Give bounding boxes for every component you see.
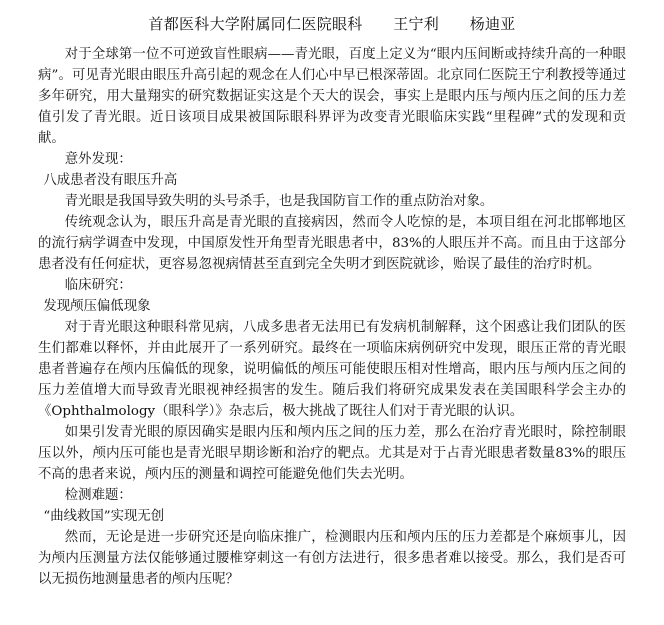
section-1-paragraph-1: 青光眼是我国导致失明的头号杀手，也是我国防盲工作的重点防治对象。 <box>64 194 494 209</box>
section-3-paragraph-1: 然而，无论是进一步研究还是向临床推广，检测眼内压和颅内压的压力差都是个麻烦事儿，因为颅内压测量方法仅能够通过腰椎穿刺这一有创方法进行，很多患者难以接受。那么，我们是否可以无损伤地测量患者的颅内压呢？ <box>38 530 626 587</box>
intro-paragraph: 对于全球第一位不可逆致盲性眼病——青光眼，百度上定义为“眼内压间断或持续升高的一种眼病”。可见青光眼由眼压升高引起的观念在人们心中早已根深蒂固。北京同仁医院王宁利教授等通过多年研究，用大量翔实的研究数据证实这是个天大的误会，事实上是眼内压与颅内压之间的压力差值引发了青光眼。近日该项目成果被国际眼科界评为改变青光眼临床实践“里程碑”式的发现和贡献。 <box>38 47 626 146</box>
section-2-heading: 临床研究： <box>64 278 132 293</box>
section-2-paragraph-2: 如果引发青光眼的原因确实是眼内压和颅内压之间的压力差，那么在治疗青光眼时，除控制眼压以外，颅内压可能也是青光眼早期诊断和治疗的靶点。尤其是对于占青光眼患者数量83%的眼压不高的患者来说，颅内压的测量和调控可能避免他们失去光明。 <box>38 425 626 482</box>
section-1-paragraph-2: 传统观念认为，眼压升高是青光眼的直接病因，然而令人吃惊的是，本项目组在河北邯郸地区的流行病学调查中发现，中国原发性开角型青光眼患者中，83%的人眼压并不高。而且由于这部分患者没有任何症状，更容易忽视病情甚至直到完全失明才到医院就诊，贻误了最佳的治疗时机。 <box>38 215 626 272</box>
section-3-subheading: “曲线救国”实现无创 <box>43 509 165 524</box>
section-3-heading: 检测难题： <box>64 488 132 503</box>
section-2-subheading: 发现颅压偏低现象 <box>43 299 151 314</box>
section-1-heading: 意外发现： <box>64 152 132 167</box>
section-1-subheading: 八成患者没有眼压升高 <box>43 173 178 188</box>
section-2-paragraph-1: 对于青光眼这种眼科常见病，八成多患者无法用已有发病机制解释，这个困惑让我们团队的医生们都难以释怀，并由此展开了一系列研究。最终在一项临床病例研究中发现，眼压正常的青光眼患者普遍存在颅内压偏低的现象，说明偏低的颅压可能使眼压相对性增高，眼内压与颅内压之间的压力差值增大而导致青光眼视神经损害的发生。随后我们将研究成果发表在美国眼科学会主办的《Ophthalmology（眼科学）》杂志后，极大挑战了既往人们对于青光眼的认识。 <box>38 320 626 419</box>
document-title: 首都医科大学附属同仁医院眼科 王宁利 杨迪亚 <box>148 15 516 33</box>
